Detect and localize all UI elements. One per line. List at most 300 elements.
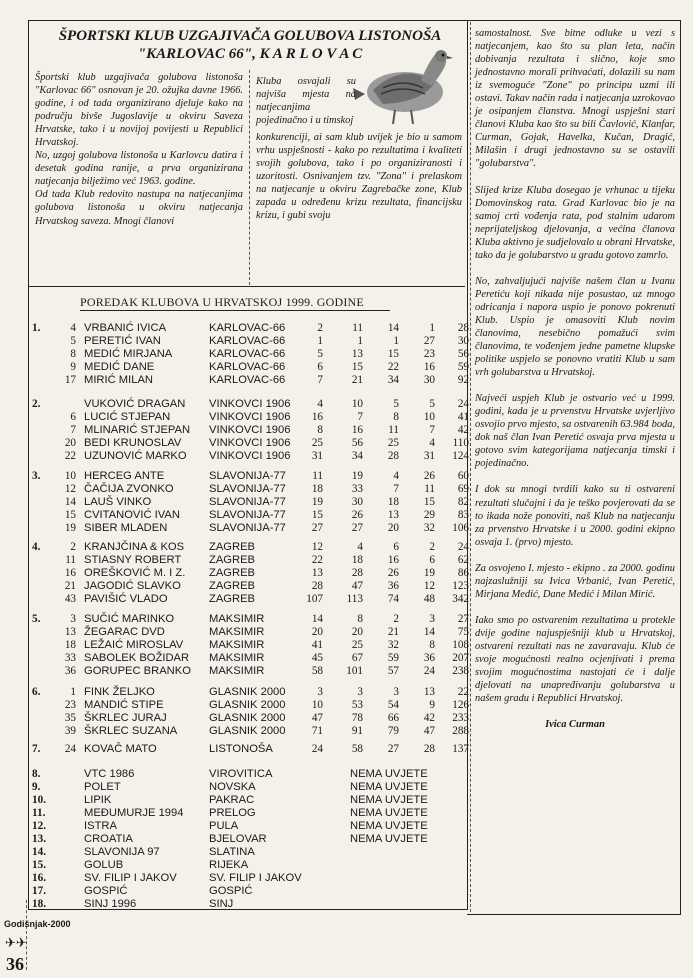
race-score: 15	[311, 509, 323, 521]
competitor-name: LAUŠ VINKO	[84, 496, 152, 508]
club-name: GLASNIK 2000	[209, 686, 286, 698]
competitor-name: KRANJČINA & KOS	[84, 541, 185, 553]
title-line-1: ŠPORTSKI KLUB UZGAJIVAČA GOLUBOVA LISTONOŠA	[58, 28, 442, 44]
total-score: 42	[457, 424, 469, 436]
club-place: 18.	[32, 898, 46, 910]
body-paragraph: Za osvojeno I. mjesto - ekipno . za 2000. godinu najzaslužniji su Ivica Vrbanić, Ivan Peretić, Mirjana Medić, Dane Medić i Milan Mirić.	[475, 562, 675, 600]
competitor-name: MEDIĆ MIRJANA	[84, 348, 173, 360]
intro-paragraph: Kluba osvajali su najviša mjesta na natjecanjima pojedinačno i u timskoj	[256, 76, 356, 127]
race-score: 78	[351, 712, 363, 724]
status-label: NEMA UVJETE	[350, 781, 428, 793]
club-place: 15.	[32, 859, 46, 871]
competitor-number: 33	[64, 652, 76, 664]
race-score: 41	[311, 639, 323, 651]
status-label: NEMA UVJETE	[350, 768, 428, 780]
race-score: 10	[423, 411, 435, 423]
race-score: 14	[387, 322, 399, 334]
race-score: 22	[387, 361, 399, 373]
club-place: 16.	[32, 872, 46, 884]
race-score: 34	[351, 450, 363, 462]
group-place: 5.	[32, 613, 41, 625]
competitor-number: 14	[64, 496, 76, 508]
race-score: 15	[423, 496, 435, 508]
competitor-name: HERCEG ANTE	[84, 470, 165, 482]
competitor-number: 15	[64, 509, 76, 521]
race-score: 25	[351, 639, 363, 651]
club-name: SINJ 1996	[84, 898, 137, 910]
status-label: NEMA UVJETE	[350, 820, 428, 832]
club-place: 8.	[32, 768, 41, 780]
intro-column-2-wide	[256, 131, 462, 222]
group-place: 1.	[32, 322, 41, 334]
status-label: NEMA UVJETE	[350, 807, 428, 819]
race-score: 6	[317, 361, 323, 373]
club-name: KARLOVAC-66	[209, 348, 286, 360]
race-score: 18	[351, 554, 363, 566]
race-score: 113	[346, 593, 363, 605]
competitor-number: 35	[64, 712, 76, 724]
race-score: 15	[351, 361, 363, 373]
race-score: 2	[393, 613, 399, 625]
race-score: 27	[351, 522, 363, 534]
competitor-name: ŽEGARAC DVD	[84, 626, 165, 638]
race-score: 79	[387, 725, 399, 737]
col-divider-1	[249, 70, 250, 285]
race-score: 14	[311, 613, 323, 625]
competitor-name: MLINARIĆ STJEPAN	[84, 424, 191, 436]
competitor-name: STIASNY ROBERT	[84, 554, 182, 566]
race-score: 28	[351, 567, 363, 579]
race-score: 36	[423, 652, 435, 664]
competitor-name: KOVAČ MATO	[84, 743, 157, 755]
race-score: 36	[387, 580, 399, 592]
total-score: 69	[457, 483, 469, 495]
race-score: 8	[357, 613, 363, 625]
race-score: 27	[423, 335, 435, 347]
club-name: SLAVONIJA-77	[209, 496, 286, 508]
race-score: 25	[311, 437, 323, 449]
race-score: 27	[311, 522, 323, 534]
club-name: VINKOVCI 1906	[209, 411, 291, 423]
race-score: 71	[311, 725, 323, 737]
club-name: GLASNIK 2000	[209, 712, 286, 724]
competitor-number: 17	[64, 374, 76, 386]
race-score: 34	[387, 374, 399, 386]
race-score: 5	[393, 398, 399, 410]
race-score: 4	[393, 470, 399, 482]
race-score: 11	[388, 424, 399, 436]
club-name: ISTRA	[84, 820, 117, 832]
total-score: 59	[457, 361, 469, 373]
club-name: LIPIK	[84, 794, 112, 806]
club-city: SV. FILIP I JAKOV	[209, 872, 302, 884]
competitor-name: UZUNOVIĆ MARKO	[84, 450, 187, 462]
club-place: 14.	[32, 846, 46, 858]
ranking-table-title: POREDAK KLUBOVA U HRVATSKOJ 1999. GODINE	[80, 295, 364, 309]
club-city: GOSPIĆ	[209, 885, 253, 897]
competitor-name: ŠKRLEC JURAJ	[84, 712, 167, 724]
competitor-name: CVITANOVIĆ IVAN	[84, 509, 180, 521]
total-score: 233	[452, 712, 469, 724]
race-score: 42	[423, 712, 435, 724]
race-score: 28	[387, 450, 399, 462]
race-score: 67	[351, 652, 363, 664]
body-paragraph: Slijed krize Kluba dosegao je vrhunac u tijeku Domovinskog rata. Grad Karlovac bio je na samoj crti vođenja rata, pod stalnim udarom neprijateljskog djelovanja, a većina članova Kluba aktivno je sudjelovalo u obrani Hrvatske, tako da je golubarstvo u gradu gotovo zamrlo.	[475, 184, 675, 261]
race-score: 6	[393, 541, 399, 553]
race-score: 28	[423, 743, 435, 755]
race-score: 14	[423, 626, 435, 638]
club-city: NOVSKA	[209, 781, 256, 793]
race-score: 1	[393, 335, 399, 347]
club-city: PRELOG	[209, 807, 256, 819]
competitor-name: SUČIĆ MARINKO	[84, 613, 175, 625]
race-score: 25	[387, 437, 399, 449]
total-score: 83	[457, 509, 469, 521]
race-score: 11	[352, 322, 363, 334]
race-score: 12	[311, 541, 323, 553]
race-score: 13	[423, 686, 435, 698]
club-name: VTC 1986	[84, 768, 135, 780]
race-score: 4	[429, 437, 435, 449]
race-score: 20	[351, 626, 363, 638]
competitor-name: LUCIĆ STJEPAN	[84, 411, 171, 423]
race-score: 7	[429, 424, 435, 436]
race-score: 27	[387, 743, 399, 755]
race-score: 13	[351, 348, 363, 360]
right-column-text	[475, 27, 675, 744]
race-score: 4	[317, 398, 323, 410]
race-score: 47	[423, 725, 435, 737]
race-score: 47	[311, 712, 323, 724]
race-score: 11	[312, 470, 323, 482]
race-score: 21	[387, 626, 399, 638]
race-score: 2	[429, 541, 435, 553]
body-paragraph: I dok su mnogi tvrdili kako su ti ostvareni rezultati slučajni i da je teško povjerovati da se to ikada nože ponoviti, naš Klub na natjecanju za prvenstvo Hrvatske i u 2000. godini ekipno osvaja 1. (prvo) mjesto.	[475, 484, 675, 548]
race-score: 7	[393, 483, 399, 495]
race-score: 2	[317, 322, 323, 334]
club-place: 10.	[32, 794, 46, 806]
group-place: 7.	[32, 743, 41, 755]
competitor-number: 43	[64, 593, 76, 605]
race-score: 13	[311, 567, 323, 579]
club-city: BJELOVAR	[209, 833, 267, 845]
group-place: 6.	[32, 686, 41, 698]
race-score: 1	[317, 335, 323, 347]
race-score: 59	[387, 652, 399, 664]
competitor-number: 8	[70, 348, 76, 360]
total-score: 92	[457, 374, 469, 386]
competitor-number: 7	[70, 424, 76, 436]
competitor-name: ŠKRLEC SUZANA	[84, 725, 178, 737]
race-score: 31	[311, 450, 323, 462]
pigeon-image	[353, 32, 453, 132]
race-score: 31	[423, 450, 435, 462]
club-place: 17.	[32, 885, 46, 897]
club-city: RIJEKA	[209, 859, 249, 871]
race-score: 3	[393, 686, 399, 698]
race-score: 20	[387, 522, 399, 534]
club-name: GLASNIK 2000	[209, 699, 286, 711]
total-score: 137	[452, 743, 469, 755]
club-name: VINKOVCI 1906	[209, 424, 291, 436]
club-place: 9.	[32, 781, 41, 793]
competitor-name: SIBER MLADEN	[84, 522, 168, 534]
total-score: 124	[452, 450, 469, 462]
race-score: 19	[423, 567, 435, 579]
race-score: 22	[311, 554, 323, 566]
author-signature: Ivica Curman	[545, 719, 605, 731]
competitor-number: 11	[65, 554, 76, 566]
total-score: 60	[457, 470, 469, 482]
total-score: 24	[457, 398, 469, 410]
race-score: 30	[351, 496, 363, 508]
competitor-number: 9	[70, 361, 76, 373]
competitor-number: 24	[64, 743, 76, 755]
group-place: 3.	[32, 470, 41, 482]
race-score: 12	[423, 580, 435, 592]
club-name: VINKOVCI 1906	[209, 398, 291, 410]
race-score: 7	[357, 411, 363, 423]
club-name: MAKSIMIR	[209, 639, 265, 651]
total-score: 238	[452, 665, 469, 677]
race-score: 18	[311, 483, 323, 495]
competitor-number: 1	[70, 686, 76, 698]
race-score: 13	[387, 509, 399, 521]
club-city: SINJ	[209, 898, 234, 910]
race-score: 4	[357, 541, 363, 553]
intro-paragraph: Od tada Klub redovito nastupa na natjecanjima golubova listonoša u okviru natjecanja Hrvatskog saveza. Mnogi članovi	[35, 189, 243, 227]
race-score: 21	[351, 374, 363, 386]
total-score: 207	[452, 652, 469, 664]
race-score: 91	[351, 725, 363, 737]
club-name: SLAVONIJA-77	[209, 509, 286, 521]
race-score: 32	[423, 522, 435, 534]
race-score: 3	[317, 686, 323, 698]
competitor-number: 16	[64, 567, 76, 579]
race-score: 58	[311, 665, 323, 677]
page-number: 36	[6, 954, 24, 974]
race-score: 16	[387, 554, 399, 566]
club-name: GLASNIK 2000	[209, 725, 286, 737]
total-score: 342	[452, 593, 469, 605]
club-place: 12.	[32, 820, 46, 832]
race-score: 18	[387, 496, 399, 508]
total-score: 24	[457, 541, 469, 553]
race-score: 48	[423, 593, 435, 605]
competitor-number: 4	[70, 322, 76, 334]
total-score: 56	[457, 348, 469, 360]
total-score: 28	[457, 322, 469, 334]
race-score: 26	[423, 470, 435, 482]
competitor-number: 21	[64, 580, 76, 592]
competitor-number: 36	[64, 665, 76, 677]
club-city: VIROVITICA	[209, 768, 273, 780]
competitor-name: PAVIŠIĆ VLADO	[84, 593, 168, 605]
race-score: 53	[351, 699, 363, 711]
competitor-name: PERETIĆ IVAN	[84, 335, 161, 347]
competitor-number: 3	[70, 613, 76, 625]
table-title-underline	[80, 310, 390, 311]
competitor-number: 12	[64, 483, 76, 495]
race-score: 101	[346, 665, 363, 677]
club-city: PAKRAC	[209, 794, 255, 806]
intro-paragraph: Športski klub uzgajivača golubova listonoša "Karlovac 66" osnovan je 20. ožujka davne 1966. godine, i od tada organizirano djeluje kako na području bivše Jugoslavije u okviru Saveza Hrvatske, tako i u novijoj povijesti u Republici Hrvatskoj.	[35, 72, 243, 149]
total-score: 106	[452, 522, 469, 534]
race-score: 6	[429, 554, 435, 566]
race-score: 10	[351, 398, 363, 410]
title-line-2: "KARLOVAC 66", K A R L O V A C	[137, 46, 363, 62]
status-label: NEMA UVJETE	[350, 794, 428, 806]
race-score: 58	[351, 743, 363, 755]
competitor-number: 39	[64, 725, 76, 737]
club-name: ZAGREB	[209, 554, 256, 566]
race-score: 19	[351, 470, 363, 482]
total-score: 75	[457, 626, 469, 638]
race-score: 33	[351, 483, 363, 495]
total-score: 108	[452, 639, 469, 651]
club-name: GOLUB	[84, 859, 124, 871]
competitor-name: MANDIĆ STIPE	[84, 699, 164, 711]
total-score: 123	[452, 580, 469, 592]
club-name: KARLOVAC-66	[209, 335, 286, 347]
race-score: 9	[429, 699, 435, 711]
club-name: ZAGREB	[209, 541, 256, 553]
club-name: MAKSIMIR	[209, 613, 265, 625]
race-score: 8	[393, 411, 399, 423]
club-name: SLAVONIJA 97	[84, 846, 160, 858]
club-name: GOSPIĆ	[84, 885, 128, 897]
club-place: 13.	[32, 833, 46, 845]
club-name: SLAVONIJA-77	[209, 522, 286, 534]
race-score: 3	[429, 613, 435, 625]
race-score: 54	[387, 699, 399, 711]
race-score: 16	[423, 361, 435, 373]
club-name: SV. FILIP I JAKOV	[84, 872, 177, 884]
title-divider	[29, 286, 465, 287]
race-score: 16	[311, 411, 323, 423]
competitor-number: 5	[70, 335, 76, 347]
status-label: NEMA UVJETE	[350, 833, 428, 845]
competitor-number: 20	[64, 437, 76, 449]
race-score: 19	[311, 496, 323, 508]
race-score: 26	[351, 509, 363, 521]
body-paragraph: No, zahvaljujući najviše našem član u Ivanu Peretiću koji nikada nije posustao, uz mnogo odricanja i napora uspio je ponovo pokrenuti Klub. Uspio je omasoviti Klub novim članovima, nesebično pomažući svim članovima, te vođenjem jedne pametne klupske politike uspjelo se ponovno vratiti Klub u sam vrh golubarstva u Hrvatskoj.	[475, 275, 675, 379]
club-name: KARLOVAC-66	[209, 322, 286, 334]
club-name: MEĐUMURJE 1994	[84, 807, 184, 819]
race-score: 15	[387, 348, 399, 360]
club-city: PULA	[209, 820, 239, 832]
club-name: POLET	[84, 781, 121, 793]
race-score: 5	[317, 348, 323, 360]
body-paragraph: samostalnost. Sve bitne odluke u vezi s natjecanjem, kao što su plan leta, način dobivanja rezultata i slično, koje smo jednostavno morali prihvaćati, dolazili su nam iz svemoguće "Zone" po principu uzmi ili ostavi. Takav način rada i natjecanja uzrokovao je osipanjem članstva. Mnogi uspješni stari članovi Kluba kao što su bili Čavlović, Klanfar, Curman, Gojak, Havelka, Kučan, Dragić, Milašin i drugi jednostavno su se ostavili "golubarstva".	[475, 28, 675, 170]
competitor-name: BEDI KRUNOSLAV	[84, 437, 182, 449]
club-name: MAKSIMIR	[209, 626, 265, 638]
club-name: ZAGREB	[209, 567, 256, 579]
competitor-number: 23	[64, 699, 76, 711]
birds-icon: ✈✈	[5, 935, 27, 950]
group-place: 2.	[32, 398, 41, 410]
club-name: ZAGREB	[209, 593, 256, 605]
competitor-name: JAGODIĆ SLAVKO	[84, 580, 181, 592]
intro-column-1	[35, 71, 243, 228]
competitor-name: SABOLEK BOŽIDAR	[84, 652, 190, 664]
competitor-number: 22	[64, 450, 76, 462]
club-name: MAKSIMIR	[209, 652, 265, 664]
total-score: 110	[452, 437, 469, 449]
club-place: 11.	[32, 807, 46, 819]
group-place: 4.	[32, 541, 41, 553]
race-score: 107	[306, 593, 323, 605]
race-score: 1	[429, 322, 435, 334]
total-score: 22	[457, 686, 469, 698]
intro-paragraph: konkurenciji, ai sam klub uvijek je bio u samom vrhu uspješnosti - kako po rezultatima i kvaliteti svojih golubova, tako i po organiziranosti i uzoritosti. Osnivanjem tzv. "Zona" i prelaskom na natjecanje u okviru Zagrebačke zone, Klub zapada u određenu krizu rezultata, financijsku krizu, i gubi svoju	[256, 132, 462, 222]
race-score: 24	[423, 665, 435, 677]
total-score: 30	[457, 335, 469, 347]
total-score: 82	[457, 496, 469, 508]
competitor-name: MEDIĆ DANE	[84, 361, 155, 373]
competitor-number: 2	[70, 541, 76, 553]
race-score: 66	[387, 712, 399, 724]
race-score: 16	[351, 424, 363, 436]
total-score: 288	[452, 725, 469, 737]
race-score: 5	[429, 398, 435, 410]
club-name: VINKOVCI 1906	[209, 437, 291, 449]
club-name: SLAVONIJA-77	[209, 483, 286, 495]
competitor-number: 19	[64, 522, 76, 534]
club-name: KARLOVAC-66	[209, 374, 286, 386]
race-score: 32	[387, 639, 399, 651]
competitor-name: ČAČIJA ZVONKO	[84, 483, 174, 495]
competitor-name: OREŠKOVIĆ M. I Z.	[84, 567, 186, 579]
competitor-number: 13	[64, 626, 76, 638]
total-score: 41	[457, 411, 469, 423]
club-city: SLATINA	[209, 846, 255, 858]
competitor-name: VRBANIĆ IVICA	[84, 322, 167, 334]
race-score: 8	[317, 424, 323, 436]
race-score: 28	[311, 580, 323, 592]
body-paragraph: Iako smo po ostvarenim rezultatima u protekle dvije godine najuspješniji klub u Hrvatskoj, ostvareni rezultati nas ne zavaravaju. Klub će svoje mogućnosti realno ocjenjivati i prema svojim mogućnostima nastojati će i dalje djelovati na unapređivanju golubarstva u našem gradu i Republici Hrvatskoj.	[475, 614, 675, 705]
race-score: 29	[423, 509, 435, 521]
competitor-number: 10	[64, 470, 76, 482]
total-score: 126	[452, 699, 469, 711]
race-score: 8	[429, 639, 435, 651]
total-score: 62	[457, 554, 469, 566]
race-score: 74	[387, 593, 399, 605]
body-paragraph: Najveći uspjeh Klub je ostvario već u 1999. godini, kada je u prvenstvu Hrvatske uvjerljivo osvojio prvo mjesto, sa ostvarenih 63.984 boda, dok naš član Ivan Peretić osvaja prva mjesta u gotovo svim kategorijama natjecanja timski i pojedinačno.	[475, 393, 675, 470]
race-score: 57	[387, 665, 399, 677]
race-score: 56	[351, 437, 363, 449]
club-name: MAKSIMIR	[209, 665, 265, 677]
competitor-number: 6	[70, 411, 76, 423]
competitor-number: 18	[64, 639, 76, 651]
competitor-name: VUKOVIĆ DRAGAN	[84, 398, 186, 410]
col-divider-2	[470, 22, 471, 912]
race-score: 11	[424, 483, 435, 495]
race-score: 30	[423, 374, 435, 386]
competitor-name: LEŽAIĆ MIROSLAV	[84, 639, 184, 651]
race-score: 24	[311, 743, 323, 755]
race-score: 3	[357, 686, 363, 698]
total-score: 27	[457, 613, 469, 625]
race-score: 7	[317, 374, 323, 386]
club-name: SLAVONIJA-77	[209, 470, 286, 482]
race-score: 10	[311, 699, 323, 711]
total-score: 86	[457, 567, 469, 579]
competitor-name: GORUPEC BRANKO	[84, 665, 191, 677]
race-score: 47	[351, 580, 363, 592]
race-score: 45	[311, 652, 323, 664]
club-name: KARLOVAC-66	[209, 361, 286, 373]
